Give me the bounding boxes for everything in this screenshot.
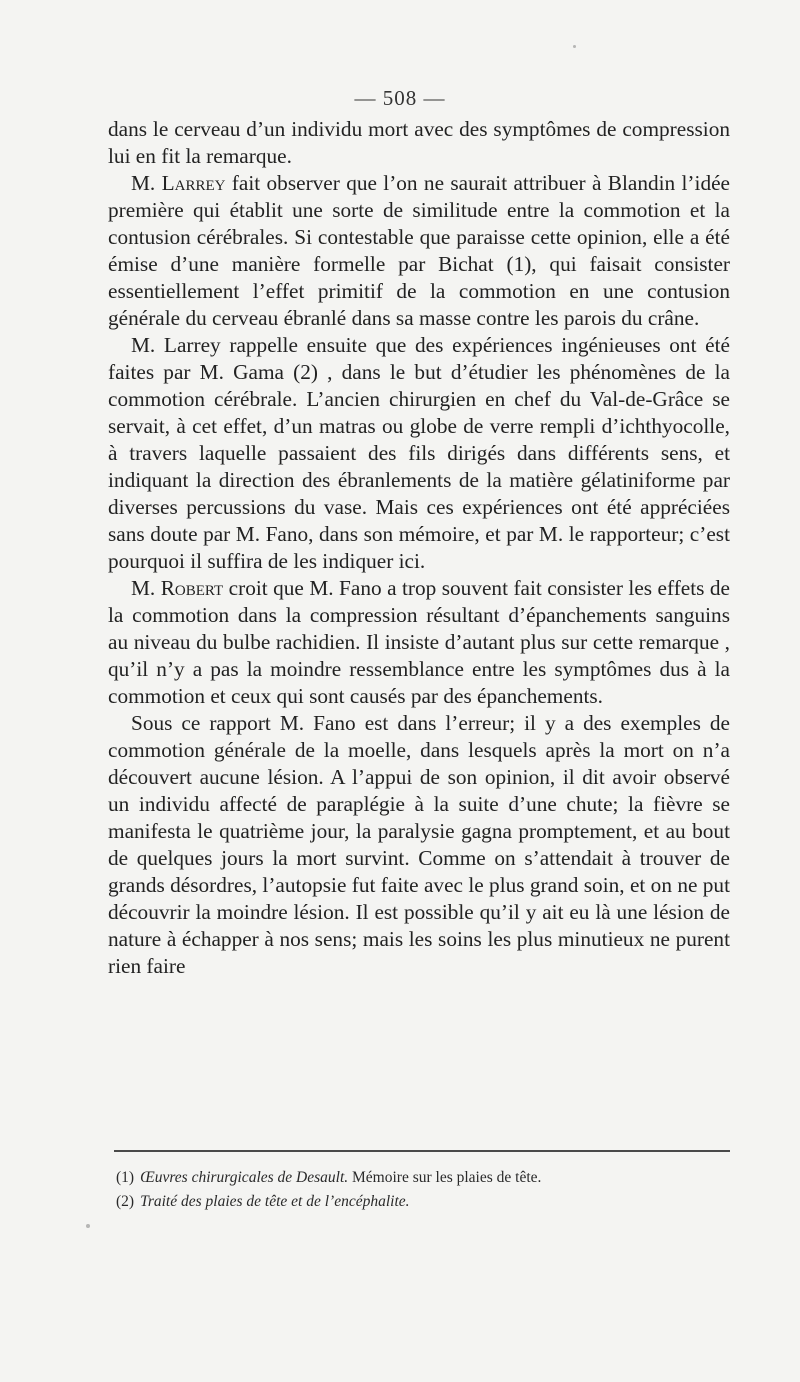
footnote-divider xyxy=(114,1150,730,1152)
paragraph xyxy=(108,710,730,980)
body-text xyxy=(108,116,730,980)
paragraph-text: croit que M. Fano a trop souvent fait consister les effets de la commotion dans la compression résultant d’épanchements sanguins au niveau du bulbe rachidien. Il insiste d’autant plus sur cette remarque , qu’il n’y a pas la moindre ressemblance entre les symptômes dus à la commotion et ceux qui sont causés par des épanchements. xyxy=(108,576,730,708)
paragraph xyxy=(108,116,730,170)
paragraph-text: Sous ce rapport M. Fano est dans l’erreur; il y a des exemples de commotion générale de la moelle, dans lesquels après la mort on n’a découvert aucune lésion. A l’appui de son opinion, il dit avoir observé un individu affecté de paraplégie à la suite d’une chute; la fièvre se manifesta le quatrième jour, la paralysie gagna promptement, et au bout de quelques jours la mort survint. Comme on s’attendait à trouver de grands désordres, l’autopsie fut faite avec le plus grand soin, et on ne put découvrir la moindre lésion. Il est possible qu’il y ait eu là une lésion de nature à échapper à nos sens; mais les soins les plus minutieux ne purent rien faire xyxy=(108,711,730,978)
paragraph xyxy=(108,575,730,710)
footnote-number: (2) xyxy=(116,1193,135,1210)
footnote-number: (1) xyxy=(116,1169,135,1186)
author-name: Robert xyxy=(160,576,224,600)
paragraph-text: M. Larrey rappelle ensuite que des expériences ingénieuses ont été faites par M. Gama (2) , dans le but d’étudier les phénomènes de la commotion cérébrale. L’ancien chirurgien en chef du Val-de-Grâce se servait, à cet effet, d’un matras ou globe de verre rempli d’ichthyocolle, à travers laquelle passaient des fils dirigés dans différents sens, et indiquant la direction des ébranlements de la matière gélatiniforme par diverses percussions du vase. Mais ces expériences ont été appréciées sans doute par M. Fano, dans son mémoire, et par M. le rapporteur; c’est pourquoi il suffira de les indiquer ici. xyxy=(108,333,730,573)
paragraph xyxy=(108,332,730,575)
paragraph xyxy=(108,170,730,332)
paper-speck xyxy=(86,1224,90,1228)
footnote xyxy=(116,1166,716,1190)
paragraph-text: M. xyxy=(131,576,161,600)
paper-speck xyxy=(573,45,576,48)
paragraph-text: fait observer que l’on ne saurait attribuer à Blandin l’idée première qui établit une sorte de similitude entre la commotion et la contusion cérébrales. Si contestable que paraisse cette opinion, elle a été émise d’une manière formelle par Bichat (1), qui faisait consister essentiellement l’effet primitif de la commotion en une contusion générale du cerveau ébranlé dans sa masse contre les parois du crâne. xyxy=(108,171,730,330)
paragraph-text: M. xyxy=(131,171,162,195)
footnote-title: Œuvres chirurgicales de Desault. xyxy=(140,1169,349,1186)
footnotes xyxy=(116,1166,716,1214)
footnote-title: Traité des plaies de tête et de l’encéphalite. xyxy=(140,1193,410,1210)
footnote-text: Mémoire sur les plaies de tête. xyxy=(348,1169,542,1186)
footnote xyxy=(116,1190,716,1214)
paragraph-text: dans le cerveau d’un individu mort avec des symptômes de compression lui en fit la remarque. xyxy=(108,117,730,168)
author-name: Larrey xyxy=(161,171,226,195)
page-number: — 508 — xyxy=(354,86,446,110)
